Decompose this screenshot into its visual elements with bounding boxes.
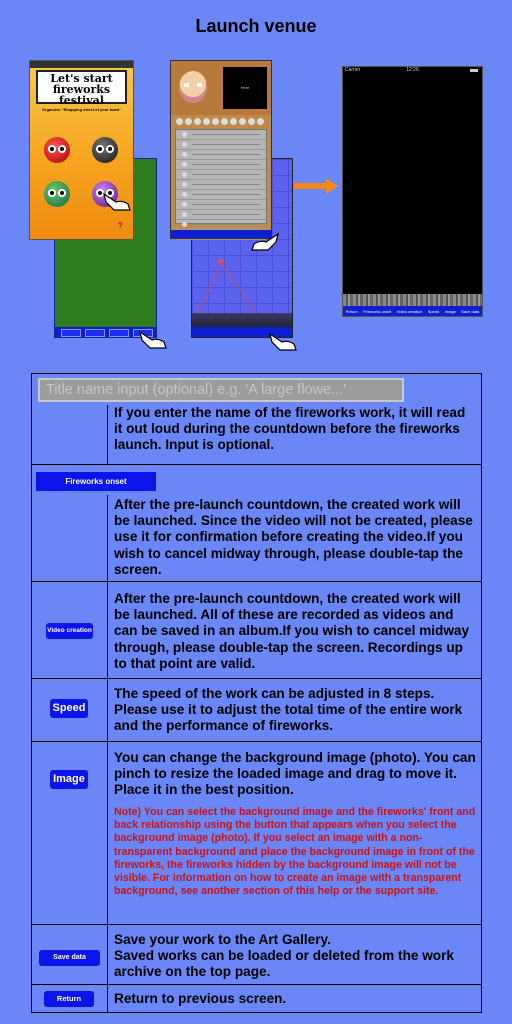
speed-description: The speed of the work can be adjusted in 8 steps. Please use it to adjust the total time of the entire work and the performance of fireworks. [114, 686, 463, 734]
speed-button[interactable]: Speed [50, 699, 88, 718]
fireworks-onset-description: After the pre-launch countdown, the created work will be launched. Since the video will not be created, please use it for confirmation before creating the video.If you wish to cancel midway through, please double-tap the screen. [114, 497, 473, 577]
green-character-icon [44, 181, 70, 207]
start-screen-preview [29, 60, 134, 240]
image-button[interactable]: Image [50, 770, 88, 789]
tap-hand-icon [138, 328, 168, 350]
title-input-description: If you enter the name of the fireworks work, it will read it out loud during the countdown before the fireworks launch. Input is optional. [114, 405, 466, 453]
fireworks-list [175, 129, 267, 224]
image-note: Note) You can select the background image and the fireworks' front and back relationship using the button that appears when you select the background image (photo). If you select an image with a non-transparent background and place the background image in front of the fireworks, the fireworks hidden by the background image will not be visible. For information on how to create an image with a transparent background, see another section of this help or the support site. [114, 806, 476, 898]
image-description: You can change the background image (photo). You can pinch to resize the loaded image and drag to move it. Place it in the best position. [114, 750, 476, 798]
help-row-save-data [32, 924, 481, 985]
help-row-title-input [32, 374, 481, 464]
help-table [31, 373, 482, 1013]
question-mark: ? [118, 221, 123, 230]
launch-toolbar: Return Fireworks onset Video creation Speed Image Save data [343, 306, 482, 316]
tap-hand-icon [102, 190, 132, 212]
help-row-video-creation [32, 581, 481, 679]
title-name-input[interactable] [38, 378, 404, 402]
help-row-return [32, 984, 481, 1013]
help-row-fireworks-onset [32, 464, 481, 582]
tap-hand-icon [250, 230, 280, 252]
launch-screen-preview [342, 66, 483, 317]
city-skyline [343, 294, 482, 306]
organizer-text: Organizer "Shopping street of your town" [41, 107, 122, 112]
help-row-speed [32, 678, 481, 742]
start-screen-title: Let's start fireworks festival [36, 70, 127, 104]
video-creation-button[interactable]: Video creation [46, 623, 93, 639]
black-character-icon [92, 137, 118, 163]
save-data-description: Save your work to the Art Gallery. Saved works can be loaded or deleted from the work archive on the top page. [114, 932, 454, 980]
right-arrow-icon [294, 183, 328, 189]
status-bar: Carrier 12:26 [343, 67, 482, 74]
character-face-icon [179, 71, 207, 103]
save-data-button[interactable]: Save data [39, 950, 100, 966]
editor-preview-pane: Here [223, 67, 267, 109]
tap-hand-icon [268, 330, 298, 352]
fireworks-onset-button[interactable]: Fireworks onset [36, 472, 156, 491]
return-button[interactable]: Return [44, 991, 94, 1007]
red-character-icon [44, 137, 70, 163]
return-description: Return to previous screen. [114, 991, 287, 1006]
help-row-image [32, 741, 481, 925]
video-creation-description: After the pre-launch countdown, the created work will be launched. All of these are recorded as videos and can be saved in an album.If you wish to cancel midway through, please double-tap the screen. Recordings up to that point are valid. [114, 591, 470, 671]
battery-icon [470, 69, 478, 72]
editor-screen-preview [170, 60, 272, 239]
page-title: Launch venue [195, 16, 317, 36]
